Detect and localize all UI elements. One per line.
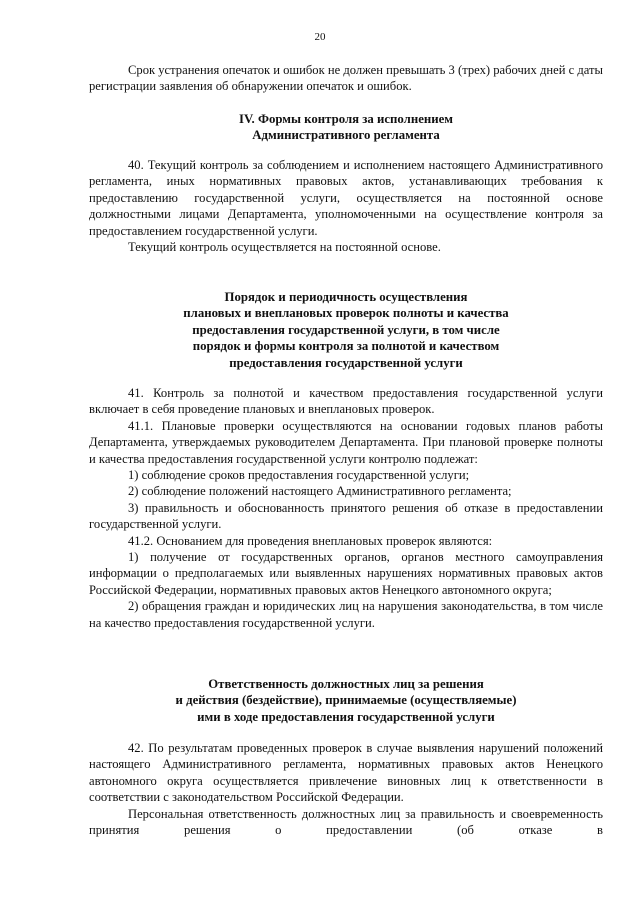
paragraph-42: 42. По результатам проведенных проверок в случае выявления нарушений положений настоящего Административного регламента, нормативных правовых актов Ненецкого автономного округа осуществляется привлечение виновных лиц к ответственности в соответствии с законодательством Российской Федерации. xyxy=(89,741,603,805)
section-heading-line: предоставления государственной услуги xyxy=(229,355,463,370)
section-heading-line: Административного регламента xyxy=(252,128,440,143)
section-4-heading xyxy=(89,111,603,144)
section-heading-line: ими в ходе предоставления государственной услуги xyxy=(197,709,495,724)
paragraph-40b: Текущий контроль осуществляется на постоянной основе. xyxy=(128,240,441,255)
section-heading-line: плановых и внеплановых проверок полноты и качества xyxy=(183,306,509,321)
page-number: 20 xyxy=(314,31,326,43)
list-item-41-1-1: 1) соблюдение сроков предоставления государственной услуги; xyxy=(128,468,470,483)
section-heading-line: предоставления государственной услуги, в том числе xyxy=(192,322,500,337)
paragraph-intro: Срок устранения опечаток и ошибок не должен превышать 3 (трех) рабочих дней с даты регистрации заявления об обнаружении опечаток и ошибок. xyxy=(89,63,603,94)
paragraph-42b: Персональная ответственность должностных лиц за правильность и своевременность принятия решения о предоставлении (об отказе в xyxy=(89,806,603,838)
paragraph-40: 40. Текущий контроль за соблюдением и исполнением настоящего Административного регламента, иных нормативных правовых актов, устанавливающих требования к предоставлению государственной услуги, осуществляется на постоянной основе должностными лицами Департамента, уполномоченными на осуществление контроля за предоставлением государственной услуги. xyxy=(89,158,603,238)
section-4-body xyxy=(89,157,603,255)
section-heading-line: порядок и формы контроля за полнотой и качеством xyxy=(192,339,500,354)
list-item-41-2-2: 2) обращения граждан и юридических лиц на нарушения законодательства, в том числе на качество предоставления государственной услуги. xyxy=(89,599,603,630)
list-item-41-1-2: 2) соблюдение положений настоящего Административного регламента; xyxy=(128,484,512,499)
section-heading-line: и действия (бездействие), принимаемые (осуществляемые) xyxy=(175,693,517,708)
responsibility-heading xyxy=(89,676,603,725)
intro-paragraph xyxy=(89,62,603,95)
order-body xyxy=(89,385,603,631)
paragraph-41: 41. Контроль за полнотой и качеством предоставления государственной услуги включает в себя проведение плановых и внеплановых проверок. xyxy=(89,386,603,417)
section-heading-line: Порядок и периодичность осуществления xyxy=(224,290,468,304)
paragraph-41-1: 41.1. Плановые проверки осуществляются на основании годовых планов работы Департамента, утверждаемых руководителем Департамента. При плановой проверке полноты и качества предоставления государственной услуги контролю подлежат: xyxy=(89,418,603,466)
list-item-41-1-3: 3) правильность и обоснованность принятого решения об отказе в предоставлении государственной услуги. xyxy=(89,500,603,532)
section-heading-line: IV. Формы контроля за исполнением xyxy=(238,112,454,126)
list-item-41-2-1: 1) получение от государственных органов, органов местного самоуправления информации о предполагаемых или выявленных нарушениях нормативных правовых актов Российской Федерации, нормативных правовых актов Ненецкого автономного округа; xyxy=(89,550,603,597)
paragraph-41-2: 41.2. Основанием для проведения внеплановых проверок являются: xyxy=(128,533,493,548)
responsibility-body xyxy=(89,740,603,838)
order-heading xyxy=(89,289,603,371)
section-heading-line: Ответственность должностных лиц за решения xyxy=(208,677,484,691)
